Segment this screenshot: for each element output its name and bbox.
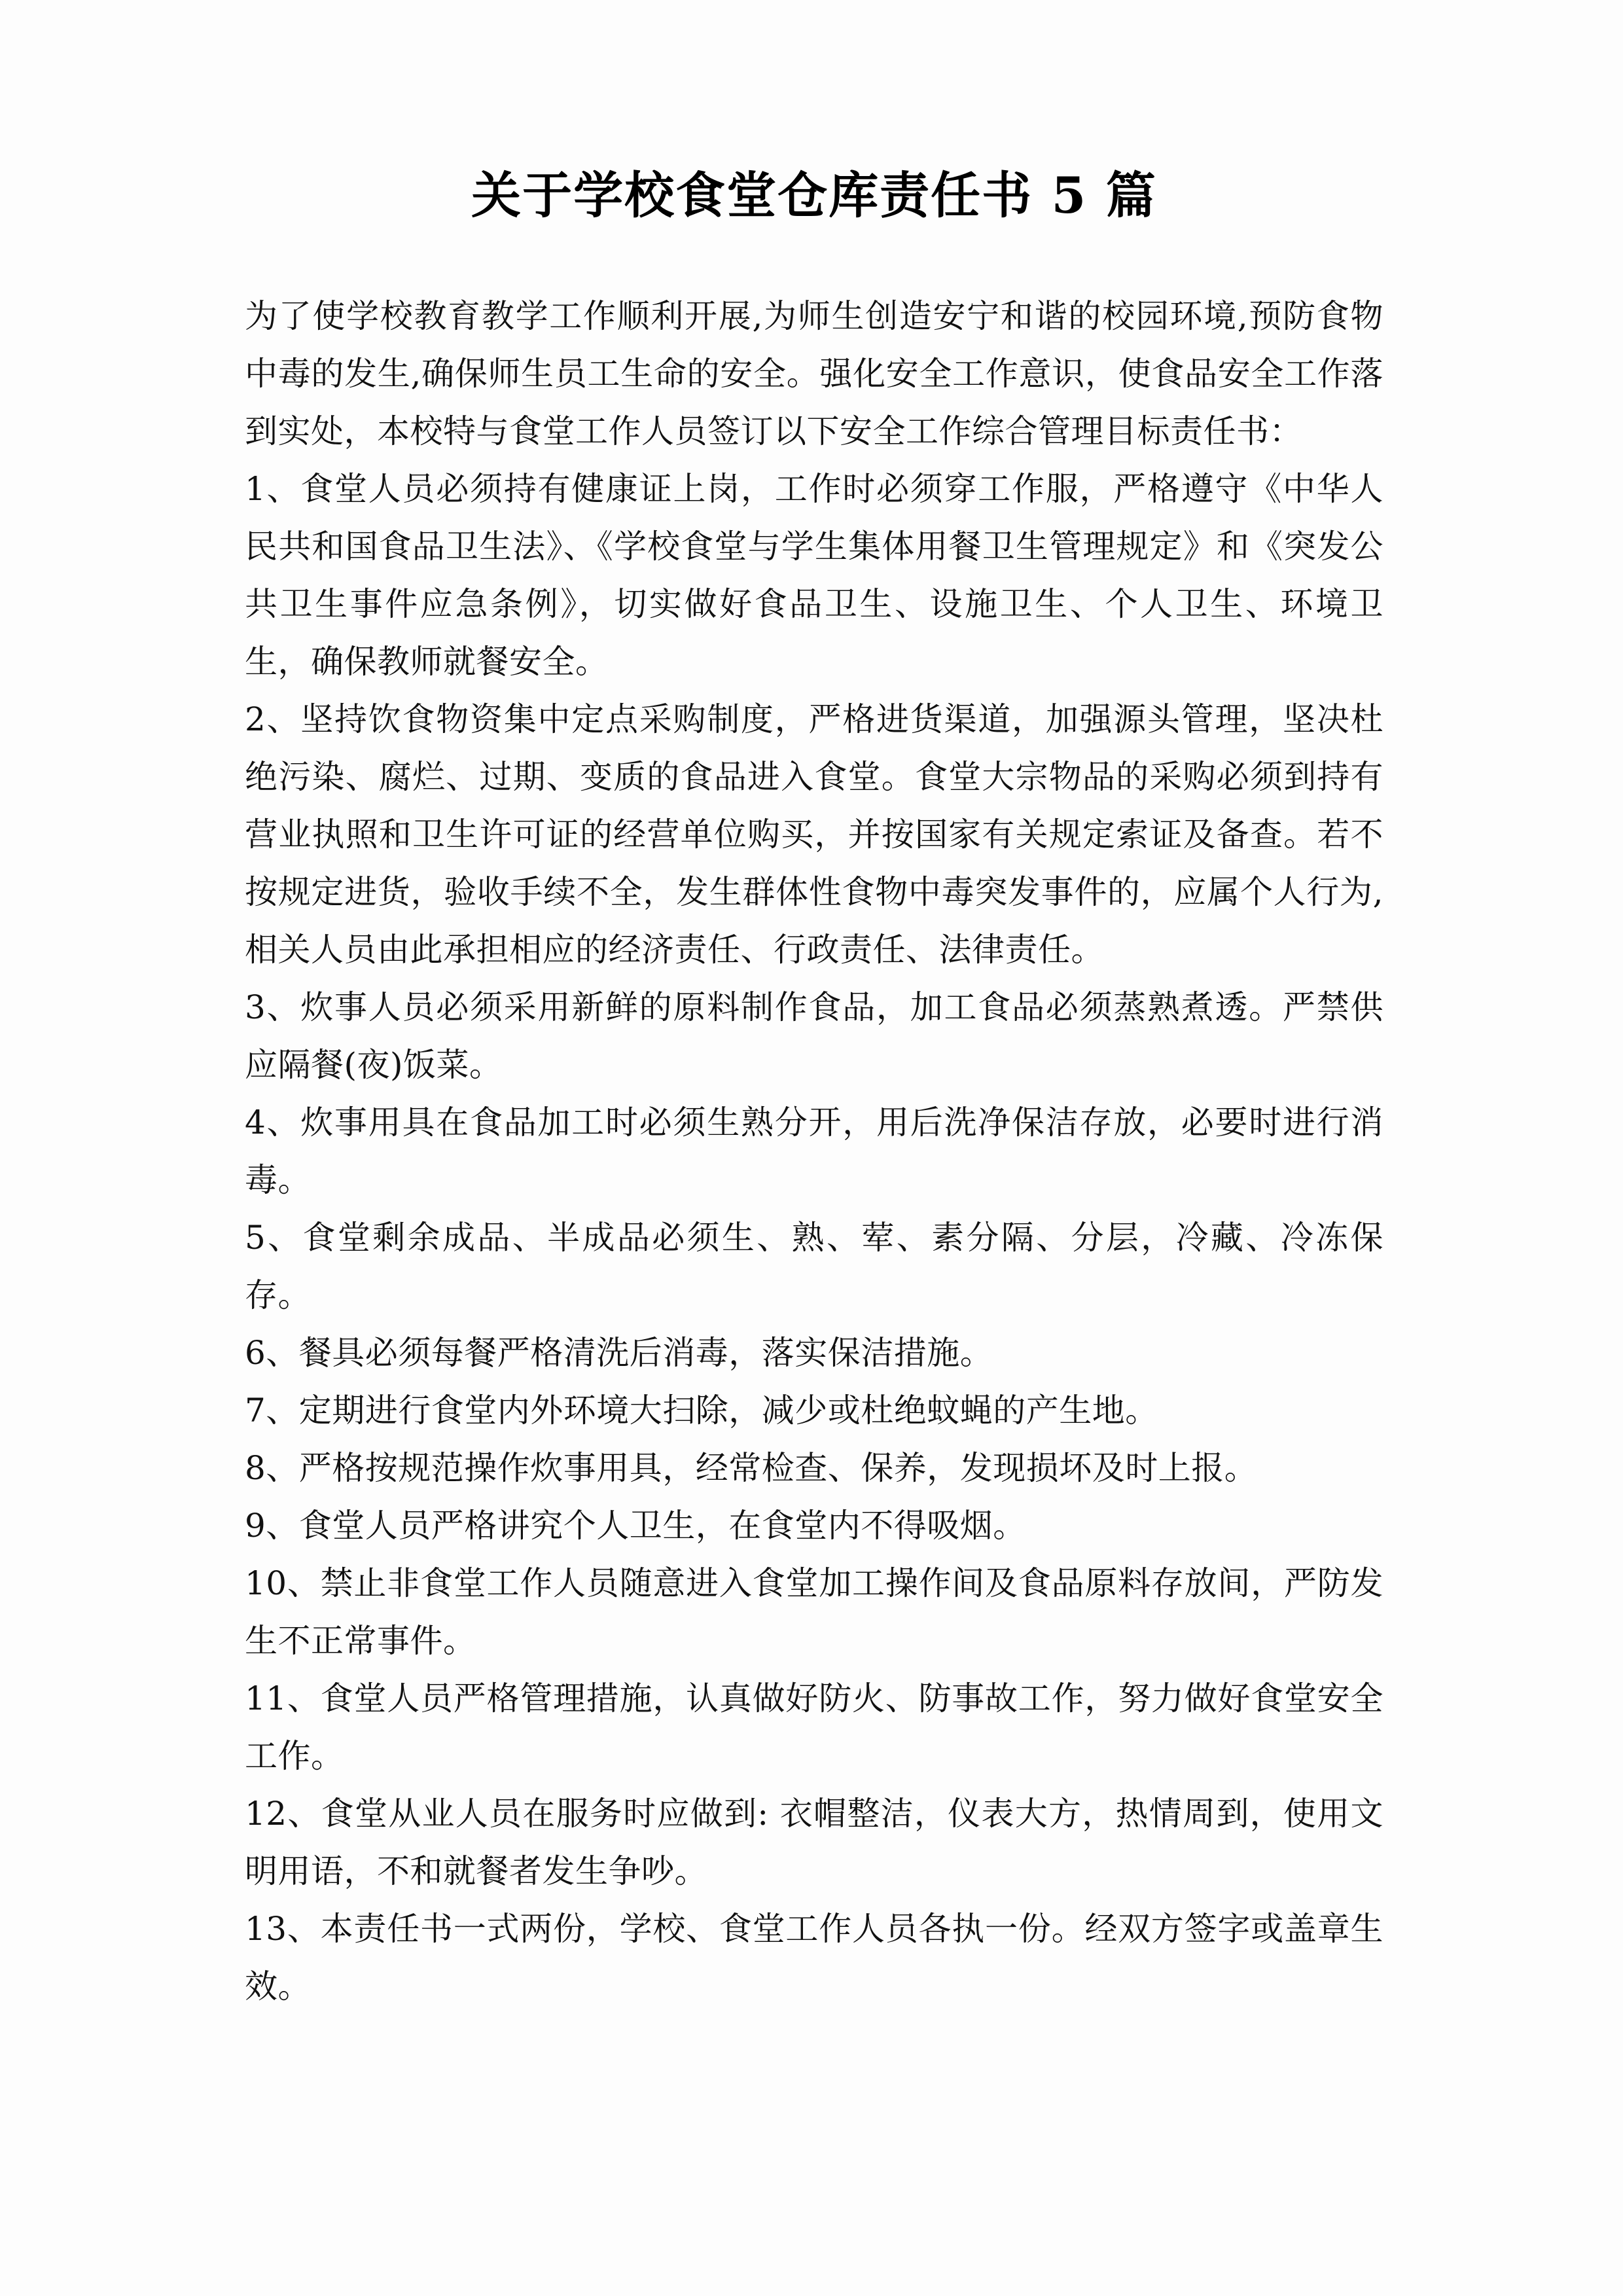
clause-item-1: 1、食堂人员必须持有健康证上岗，工作时必须穿工作服，严格遵守《中华人民共和国食品卫生法》、《学校食堂与学生集体用餐卫生管理规定》和《突发公共卫生事件应急条例》，切实做好食品卫生、设施卫生、个人卫生、环境卫生，确保教师就餐安全。 [245, 470, 1383, 681]
clause-item-7: 7、定期进行食堂内外环境大扫除，减少或杜绝蚊蝇的产生地。 [245, 1391, 1158, 1430]
document-body [245, 287, 1383, 2015]
clause-item-3: 3、炊事人员必须采用新鲜的原料制作食品，加工食品必须蒸熟煮透。严禁供应隔餐(夜)饭菜。 [245, 988, 1383, 1085]
page-content-area [245, 0, 1383, 2015]
clause-item-12: 12、食堂从业人员在服务时应做到: 衣帽整洁，仪表大方，热情周到，使用文明用语，不和就餐者发生争吵。 [245, 1795, 1383, 1891]
clause-item-9: 9、食堂人员严格讲究个人卫生，在食堂内不得吸烟。 [245, 1507, 1026, 1545]
page-title: 关于学校食堂仓库责任书 5 篇 [471, 166, 1157, 224]
clause-item-13: 13、本责任书一式两份，学校、食堂工作人员各执一份。经双方签字或盖章生效。 [245, 1910, 1383, 2006]
clause-item-5: 5、食堂剩余成品、半成品必须生、熟、荤、素分隔、分层，冷藏、冷冻保存。 [245, 1219, 1383, 1315]
clause-item-8: 8、严格按规范操作炊事用具，经常检查、保养，发现损坏及时上报。 [245, 1449, 1258, 1488]
clause-item-2: 2、坚持饮食物资集中定点采购制度，严格进货渠道，加强源头管理，坚决杜绝污染、腐烂、过期、变质的食品进入食堂。食堂大宗物品的采购必须到持有营业执照和卫生许可证的经营单位购买，并按国家有关规定索证及备查。若不按规定进货，验收手续不全，发生群体性食物中毒突发事件的，应属个人行为,相关人员由此承担相应的经济责任、行政责任、法律责任。 [245, 700, 1383, 969]
clause-item-4: 4、炊事用具在食品加工时必须生熟分开，用后洗净保洁存放，必要时进行消毒。 [245, 1103, 1383, 1200]
clause-item-11: 11、食堂人员严格管理措施，认真做好防火、防事故工作，努力做好食堂安全工作。 [245, 1679, 1383, 1776]
clause-item-6: 6、餐具必须每餐严格清洗后消毒，落实保洁措施。 [245, 1334, 993, 1372]
clause-item-10: 10、禁止非食堂工作人员随意进入食堂加工操作间及食品原料存放间，严防发生不正常事件。 [245, 1564, 1383, 1660]
paragraph-intro: 为了使学校教育教学工作顺利开展,为师生创造安宁和谐的校园环境,预防食物中毒的发生,确保师生员工生命的安全。强化安全工作意识，使食品安全工作落到实处，本校特与食堂工作人员签订以下安全工作综合管理目标责任书： [245, 297, 1383, 451]
